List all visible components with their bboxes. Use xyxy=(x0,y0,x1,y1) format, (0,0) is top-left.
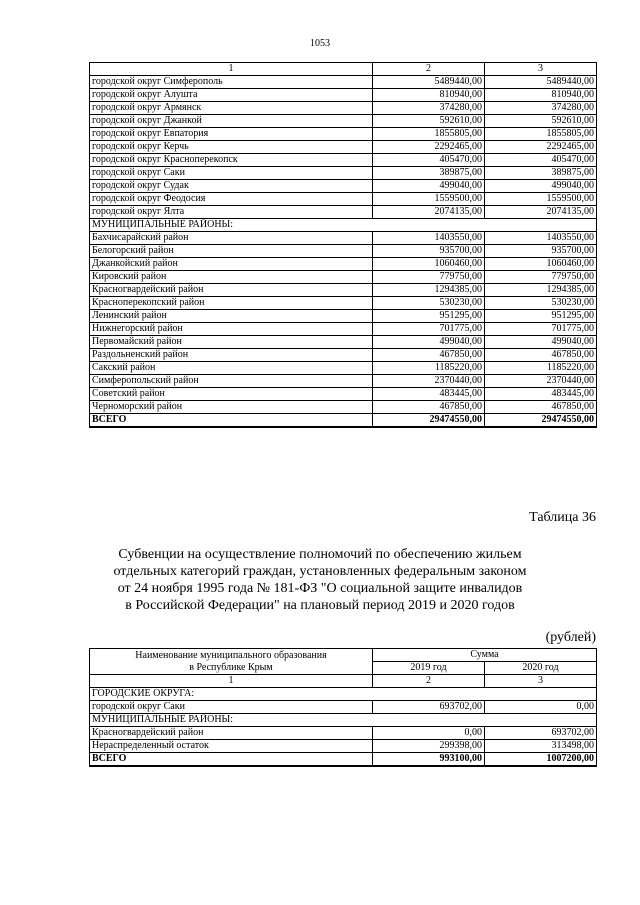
row-name: Нижнегорский район xyxy=(90,323,373,336)
row-name: городской округ Алушта xyxy=(90,89,373,102)
row-name: Красноперекопский район xyxy=(90,297,373,310)
row-value-col2: 499040,00 xyxy=(373,336,485,349)
row-value-col3: 499040,00 xyxy=(485,180,597,193)
row-name: Сакский район xyxy=(90,362,373,375)
row-name: городской округ Керчь xyxy=(90,141,373,154)
row-name: городской округ Ялта xyxy=(90,206,373,219)
row-value-col3: 389875,00 xyxy=(485,167,597,180)
row-value-col2: 499040,00 xyxy=(373,180,485,193)
column-number: 3 xyxy=(485,675,597,688)
row-name: Джанкойский район xyxy=(90,258,373,271)
page-number: 1053 xyxy=(310,38,330,49)
header-year-2020: 2020 год xyxy=(485,662,597,675)
header-name-line: в Республике Крым xyxy=(189,661,273,673)
row-name: Черноморский район xyxy=(90,401,373,414)
row-name: городской округ Красноперекопск xyxy=(90,154,373,167)
table-row xyxy=(90,310,597,323)
column-number: 2 xyxy=(373,63,485,76)
header-row xyxy=(90,649,597,662)
title-line: от 24 ноября 1995 года № 181-ФЗ "О социальной защите инвалидов xyxy=(117,581,523,596)
row-value-col2: 779750,00 xyxy=(373,271,485,284)
section-label: МУНИЦИПАЛЬНЫЕ РАЙОНЫ: xyxy=(90,219,597,232)
row-value-col2: 1403550,00 xyxy=(373,232,485,245)
row-value-col3: 2370440,00 xyxy=(485,375,597,388)
row-value-col2: 467850,00 xyxy=(373,349,485,362)
total-label: ВСЕГО xyxy=(90,753,373,767)
row-value-col3: 467850,00 xyxy=(485,401,597,414)
row-value-2019: 693702,00 xyxy=(373,701,485,714)
row-name: Нераспределенный остаток xyxy=(90,740,373,753)
row-value-col2: 467850,00 xyxy=(373,401,485,414)
row-value-col2: 389875,00 xyxy=(373,167,485,180)
section-row xyxy=(90,714,597,727)
section-row xyxy=(90,688,597,701)
row-value-col3: 1185220,00 xyxy=(485,362,597,375)
row-value-col2: 1060460,00 xyxy=(373,258,485,271)
row-value-col3: 1403550,00 xyxy=(485,232,597,245)
row-name: Ленинский район xyxy=(90,310,373,323)
row-value-col3: 29474550,00 xyxy=(485,414,597,428)
row-name: городской округ Симферополь xyxy=(90,76,373,89)
table-row xyxy=(90,362,597,375)
table-row xyxy=(90,245,597,258)
table-row xyxy=(90,336,597,349)
row-name: городской округ Евпатория xyxy=(90,128,373,141)
table-row xyxy=(90,297,597,310)
column-number-row xyxy=(90,63,597,76)
column-number-row xyxy=(90,675,597,688)
row-value-col2: 530230,00 xyxy=(373,297,485,310)
row-value-col3: 530230,00 xyxy=(485,297,597,310)
column-number: 2 xyxy=(373,675,485,688)
row-name: Красногвардейский район xyxy=(90,727,373,740)
row-value-col3: 779750,00 xyxy=(485,271,597,284)
table-row xyxy=(90,349,597,362)
table-row xyxy=(90,89,597,102)
header-year-2019: 2019 год xyxy=(373,662,485,675)
row-value-col2: 1185220,00 xyxy=(373,362,485,375)
table-row xyxy=(90,102,597,115)
row-value-col3: 701775,00 xyxy=(485,323,597,336)
table-row xyxy=(90,206,597,219)
row-value-col3: 467850,00 xyxy=(485,349,597,362)
header-name-line: Наименование муниципального образования xyxy=(135,649,327,661)
row-name: Советский район xyxy=(90,388,373,401)
row-name: ВСЕГО xyxy=(90,414,373,428)
units-label: (рублей) xyxy=(545,630,596,645)
row-value-col2: 810940,00 xyxy=(373,89,485,102)
allocation-table-previous xyxy=(89,62,597,428)
row-value-col3: 1559500,00 xyxy=(485,193,597,206)
total-value-2020: 1007200,00 xyxy=(485,753,597,767)
table-row xyxy=(90,180,597,193)
row-name: городской округ Саки xyxy=(90,701,373,714)
header-name-cell xyxy=(90,649,373,675)
row-value-col2: 2292465,00 xyxy=(373,141,485,154)
title-line: в Российской Федерации" на плановый период 2019 и 2020 годов xyxy=(125,598,515,613)
column-number: 1 xyxy=(90,63,373,76)
title-line: отдельных категорий граждан, установленных федеральным законом xyxy=(113,564,527,579)
row-name: Красногвардейский район xyxy=(90,284,373,297)
row-value-col2: 1559500,00 xyxy=(373,193,485,206)
table-title xyxy=(0,546,640,614)
row-value-col2: 29474550,00 xyxy=(373,414,485,428)
table-row xyxy=(90,167,597,180)
row-value-2020: 313498,00 xyxy=(485,740,597,753)
row-value-col2: 374280,00 xyxy=(373,102,485,115)
table-row xyxy=(90,701,597,714)
table-row xyxy=(90,740,597,753)
table-row xyxy=(90,284,597,297)
row-value-2019: 0,00 xyxy=(373,727,485,740)
row-name: городской округ Судак xyxy=(90,180,373,193)
row-value-col2: 5489440,00 xyxy=(373,76,485,89)
table-row xyxy=(90,193,597,206)
section-row xyxy=(90,219,597,232)
row-value-col3: 1060460,00 xyxy=(485,258,597,271)
row-value-col3: 499040,00 xyxy=(485,336,597,349)
section-label: ГОРОДСКИЕ ОКРУГА: xyxy=(90,688,597,701)
row-value-col2: 1294385,00 xyxy=(373,284,485,297)
title-line: Субвенции на осуществление полномочий по обеспечению жильем xyxy=(118,547,522,562)
table-row xyxy=(90,232,597,245)
table-row xyxy=(90,323,597,336)
section-label: МУНИЦИПАЛЬНЫЕ РАЙОНЫ: xyxy=(90,714,597,727)
table-row xyxy=(90,271,597,284)
row-name: Кировский район xyxy=(90,271,373,284)
row-value-col3: 592610,00 xyxy=(485,115,597,128)
row-value-2019: 299398,00 xyxy=(373,740,485,753)
table-row xyxy=(90,154,597,167)
table-row xyxy=(90,258,597,271)
row-value-col2: 1855805,00 xyxy=(373,128,485,141)
table-row xyxy=(90,115,597,128)
table-body xyxy=(90,63,597,428)
table-row xyxy=(90,727,597,740)
row-name: Симферопольский район xyxy=(90,375,373,388)
table-row xyxy=(90,375,597,388)
row-value-col3: 483445,00 xyxy=(485,388,597,401)
row-value-col2: 483445,00 xyxy=(373,388,485,401)
total-row xyxy=(90,753,597,767)
row-name: Раздольненский район xyxy=(90,349,373,362)
row-name: городской округ Джанкой xyxy=(90,115,373,128)
row-value-col3: 5489440,00 xyxy=(485,76,597,89)
row-value-col3: 374280,00 xyxy=(485,102,597,115)
row-value-col3: 2074135,00 xyxy=(485,206,597,219)
row-name: Первомайский район xyxy=(90,336,373,349)
row-name: городской округ Саки xyxy=(90,167,373,180)
row-value-col2: 405470,00 xyxy=(373,154,485,167)
row-value-col3: 405470,00 xyxy=(485,154,597,167)
row-value-col3: 2292465,00 xyxy=(485,141,597,154)
table-row xyxy=(90,401,597,414)
row-name: Бахчисарайский район xyxy=(90,232,373,245)
row-name: Белогорский район xyxy=(90,245,373,258)
row-value-col2: 951295,00 xyxy=(373,310,485,323)
subvention-table xyxy=(89,648,597,767)
table-row xyxy=(90,76,597,89)
row-name: городской округ Армянск xyxy=(90,102,373,115)
row-value-col2: 2074135,00 xyxy=(373,206,485,219)
row-value-col2: 935700,00 xyxy=(373,245,485,258)
row-value-col3: 1855805,00 xyxy=(485,128,597,141)
total-value-2019: 993100,00 xyxy=(373,753,485,767)
column-number: 1 xyxy=(90,675,373,688)
row-value-col2: 592610,00 xyxy=(373,115,485,128)
table-row xyxy=(90,388,597,401)
row-value-col3: 951295,00 xyxy=(485,310,597,323)
total-row xyxy=(90,414,597,428)
table-label: Таблица 36 xyxy=(529,510,596,525)
column-number: 3 xyxy=(485,63,597,76)
table-row xyxy=(90,141,597,154)
row-value-col3: 935700,00 xyxy=(485,245,597,258)
row-value-2020: 0,00 xyxy=(485,701,597,714)
table-row xyxy=(90,128,597,141)
row-value-2020: 693702,00 xyxy=(485,727,597,740)
row-value-col2: 701775,00 xyxy=(373,323,485,336)
row-name: городской округ Феодосия xyxy=(90,193,373,206)
row-value-col2: 2370440,00 xyxy=(373,375,485,388)
row-value-col3: 810940,00 xyxy=(485,89,597,102)
row-value-col3: 1294385,00 xyxy=(485,284,597,297)
header-sum: Сумма xyxy=(373,649,597,662)
